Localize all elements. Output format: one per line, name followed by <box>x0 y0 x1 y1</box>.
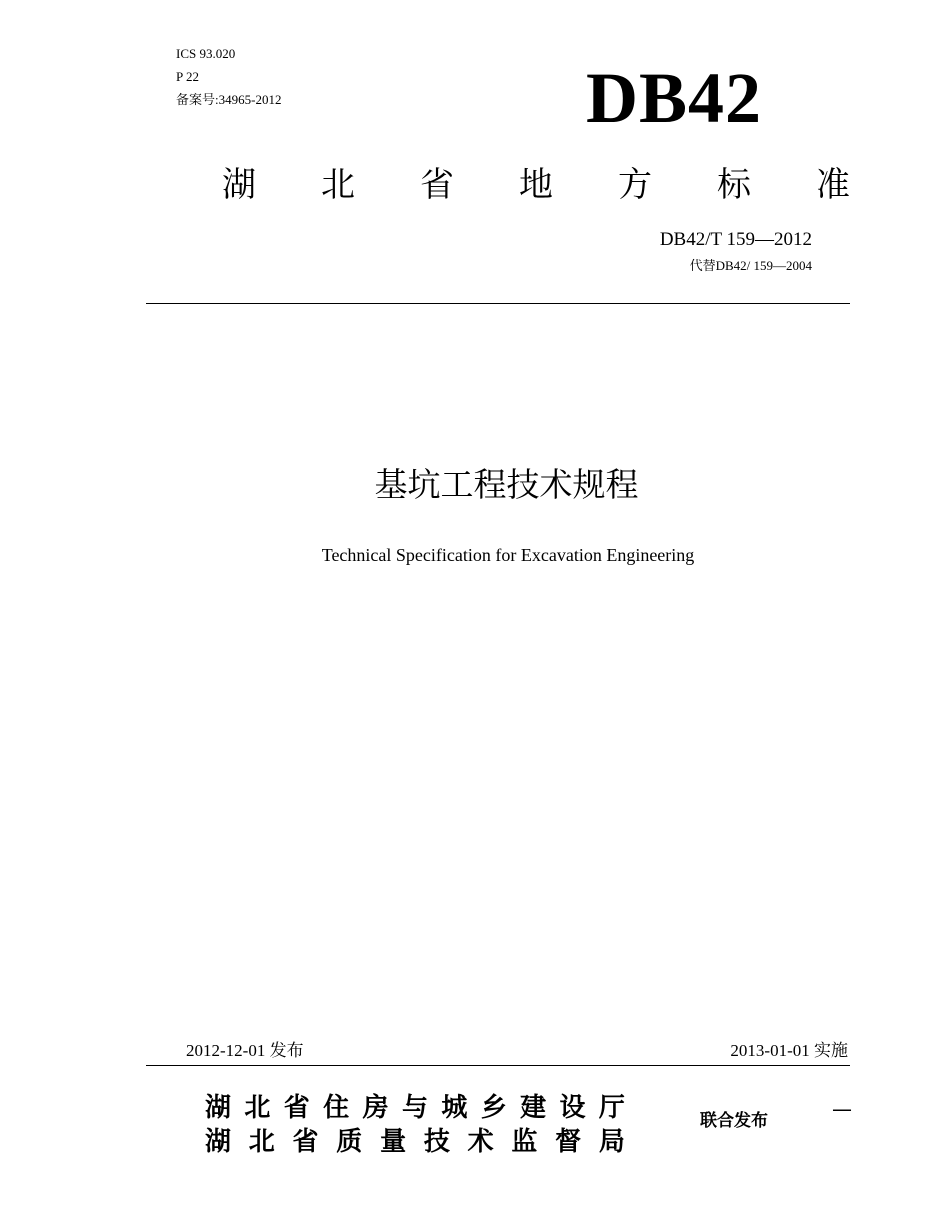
issuer-char: 建 <box>520 1093 547 1123</box>
issuer-char: 省 <box>292 1127 319 1157</box>
issuer-char: 术 <box>467 1127 494 1157</box>
trailing-dash: — <box>832 1097 852 1121</box>
issuer-char: 与 <box>401 1093 428 1123</box>
replaces-standard: 代替DB42/ 159—2004 <box>689 258 812 273</box>
issuer-char: 技 <box>423 1127 450 1157</box>
standard-type-char: 方 <box>618 165 652 205</box>
bottom-divider <box>146 1065 850 1066</box>
ics-code: ICS 93.020 <box>176 46 236 61</box>
standard-prefix-db42: DB42 <box>586 58 763 138</box>
issuer-char: 城 <box>441 1093 468 1123</box>
standard-type-char: 北 <box>321 165 355 205</box>
top-divider <box>146 303 850 304</box>
effective-date: 2013-01-01 实施 <box>730 1041 848 1060</box>
issuer-char: 设 <box>559 1093 586 1123</box>
issuer-char: 厅 <box>598 1093 625 1123</box>
standard-type-heading <box>222 165 850 205</box>
joint-release-label: 联合发布 <box>700 1111 768 1131</box>
issuer-housing-department <box>205 1092 625 1124</box>
document-title-english: Technical Specification for Excavation Engineering <box>321 545 695 565</box>
issuer-char: 湖 <box>205 1093 232 1123</box>
issuer-char: 督 <box>555 1127 582 1157</box>
issuer-char: 北 <box>244 1093 271 1123</box>
issuer-char: 住 <box>323 1093 350 1123</box>
classification-code: P 22 <box>176 69 199 84</box>
issuer-char: 湖 <box>205 1127 232 1157</box>
issuer-char: 乡 <box>480 1093 507 1123</box>
record-number: 备案号:34965-2012 <box>176 92 282 107</box>
issuer-char: 监 <box>511 1127 538 1157</box>
issuer-char: 北 <box>248 1127 275 1157</box>
issue-date: 2012-12-01 发布 <box>186 1041 304 1060</box>
issuer-char: 房 <box>362 1093 389 1123</box>
standard-number: DB42/T 159—2012 <box>659 229 812 250</box>
issuer-char: 局 <box>598 1127 625 1157</box>
issuer-char: 量 <box>380 1127 407 1157</box>
standard-type-char: 标 <box>717 165 751 205</box>
standard-type-char: 地 <box>519 165 553 205</box>
standard-type-char: 省 <box>420 165 454 205</box>
standard-type-char: 湖 <box>222 165 256 205</box>
standard-type-char: 准 <box>816 165 850 205</box>
issuer-quality-bureau <box>205 1126 625 1158</box>
document-title-chinese: 基坑工程技术规程 <box>374 465 639 504</box>
issuer-char: 省 <box>283 1093 310 1123</box>
issuer-char: 质 <box>336 1127 363 1157</box>
